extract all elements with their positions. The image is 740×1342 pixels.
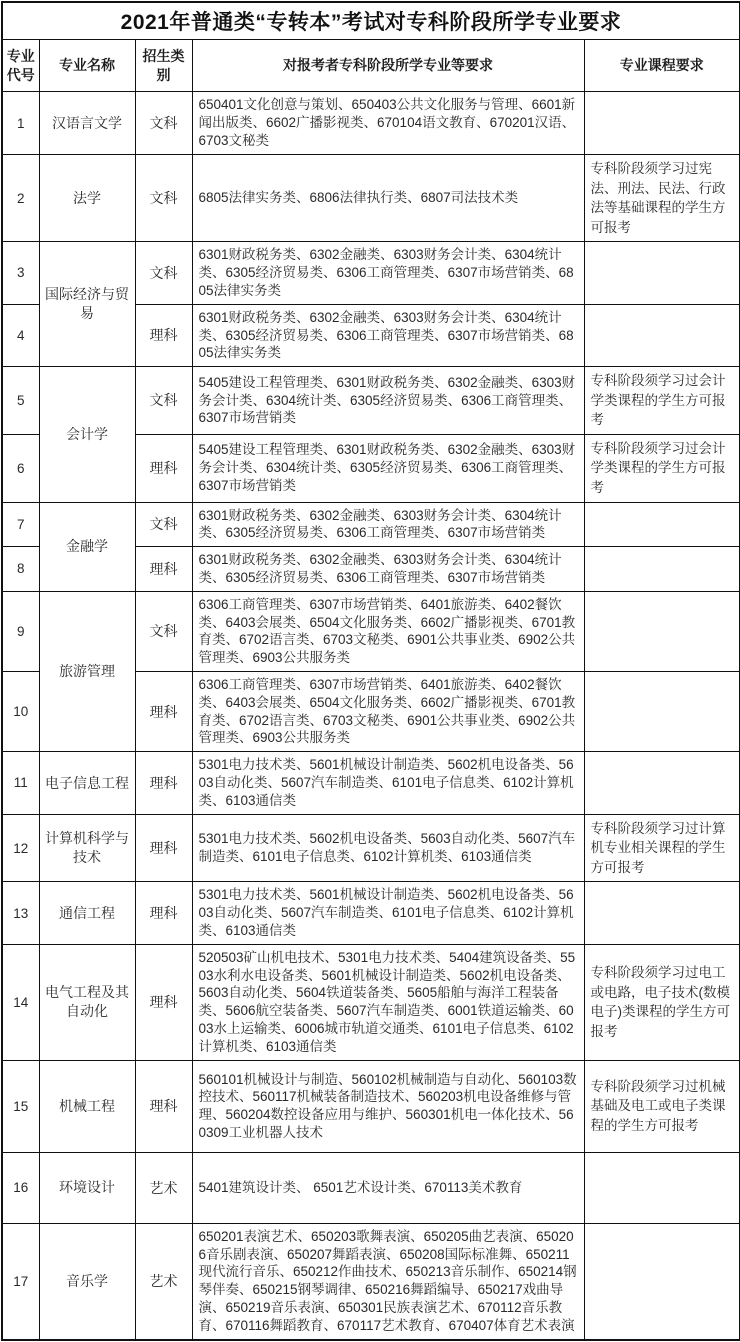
cell-course-requirement	[584, 92, 740, 155]
cell-course-requirement: 专科阶段须学习过会计学类课程的学生方可报考	[584, 367, 740, 435]
cell-major-name: 通信工程	[39, 882, 135, 944]
header-enroll-category: 招生类别	[135, 40, 192, 92]
cell-requirement: 5301电力技术类、5601机械设计制造类、5602机电设备类、5603自动化类、5607汽车制造类、6101电子信息类、6102计算机类、6103通信类	[192, 882, 584, 944]
cell-enroll-category: 文科	[135, 367, 192, 435]
cell-major-name: 环境设计	[39, 1152, 135, 1223]
cell-enroll-category: 理科	[135, 882, 192, 944]
cell-course-requirement	[584, 591, 740, 671]
cell-enroll-category: 文科	[135, 155, 192, 242]
cell-course-requirement	[584, 1223, 740, 1339]
cell-requirement: 6301财政税务类、6302金融类、6303财务会计类、6304统计类、6305经济贸易类、6306工商管理类、6307市场营销类、6805法律实务类	[192, 304, 584, 366]
cell-enroll-category: 理科	[135, 1060, 192, 1152]
cell-enroll-category: 文科	[135, 242, 192, 304]
cell-course-requirement	[584, 547, 740, 592]
cell-enroll-category: 理科	[135, 814, 192, 882]
cell-requirement: 5301电力技术类、5602机电设备类、5603自动化类、5607汽车制造类、6101电子信息类、6102计算机类、6103通信类	[192, 814, 584, 882]
cell-requirement: 650201表演艺术、650203歌舞表演、650205曲艺表演、650206音乐剧表演、650207舞蹈表演、650208国际标准舞、650211现代流行音乐、650212作曲技术、650213音乐制作、650214钢琴伴奏、650215钢琴调律、650216舞蹈编导、650217戏曲导演、650219音乐表演、650301民族表演艺术、670112音乐教育、670116舞蹈教育、670117艺术教育、670407体育艺术表演	[192, 1223, 584, 1339]
cell-requirement: 6306工商管理类、6307市场营销类、6401旅游类、6402餐饮类、6403会展类、6504文化服务类、6602广播影视类、6701教育类、6702语言类、6703文秘类、6901公共事业类、6902公共管理类、6903公共服务类	[192, 591, 584, 671]
cell-major-name: 机械工程	[39, 1060, 135, 1152]
table-row	[2, 92, 740, 155]
cell-requirement: 6301财政税务类、6302金融类、6303财务会计类、6304统计类、6305经济贸易类、6306工商管理类、6307市场营销类、6805法律实务类	[192, 242, 584, 304]
cell-requirement: 5401建筑设计类、 6501艺术设计类、670113美术教育	[192, 1152, 584, 1223]
cell-enroll-category: 理科	[135, 304, 192, 366]
cell-course-requirement: 专科阶段须学习过会计学类课程的学生方可报考	[584, 434, 740, 502]
header-major-code: 专业代号	[2, 40, 39, 92]
table-row	[2, 155, 740, 242]
cell-major-name: 电子信息工程	[39, 752, 135, 814]
page-title: 2021年普通类“专转本”考试对专科阶段所学专业要求	[2, 2, 740, 40]
cell-requirement: 520503矿山机电技术、5301电力技术类、5404建筑设备类、5503水利水电设备类、5601机械设计制造类、5602机电设备类、5603自动化类、5604铁道装备类、5605船舶与海洋工程装备类、5606航空装备类、5607汽车制造类、6001铁道运输类、6003水上运输类、6006城市轨道交通类、6101电子信息类、6102计算机类、6103通信类	[192, 944, 584, 1060]
cell-enroll-category: 理科	[135, 434, 192, 502]
cell-major-name: 国际经济与贸易	[39, 242, 135, 367]
header-requirement: 对报考者专科阶段所学专业等要求	[192, 40, 584, 92]
cell-requirement: 560101机械设计与制造、560102机械制造与自动化、560103数控技术、560117机械装备制造技术、560203机电设备维修与管理、560204数控设备应用与维护、560301机电一体化技术、560309工业机器人技术	[192, 1060, 584, 1152]
table-row	[2, 944, 740, 1060]
cell-requirement: 5405建设工程管理类、6301财政税务类、6302金融类、6303财务会计类、6304统计类、6305经济贸易类、6306工商管理类、6307市场营销类	[192, 367, 584, 435]
header-course-requirement: 专业课程要求	[584, 40, 740, 92]
cell-major-code: 17	[2, 1223, 39, 1339]
table-row	[2, 1152, 740, 1223]
requirements-table	[1, 1, 740, 1341]
cell-requirement: 650401文化创意与策划、650403公共文化服务与管理、6601新闻出版类、6602广播影视类、670104语文教育、670201汉语、6703文秘类	[192, 92, 584, 155]
cell-course-requirement: 专科阶段须学习过宪法、刑法、民法、行政法等基础课程的学生方可报考	[584, 155, 740, 242]
cell-enroll-category: 艺术	[135, 1223, 192, 1339]
cell-course-requirement: 专科阶段须学习过机械基础及电工或电子类课程的学生方可报考	[584, 1060, 740, 1152]
cell-requirement: 5301电力技术类、5601机械设计制造类、5602机电设备类、5603自动化类、5607汽车制造类、6101电子信息类、6102计算机类、6103通信类	[192, 752, 584, 814]
cell-enroll-category: 文科	[135, 502, 192, 547]
cell-major-code: 4	[2, 304, 39, 366]
cell-enroll-category: 理科	[135, 547, 192, 592]
cell-course-requirement	[584, 304, 740, 366]
cell-enroll-category: 理科	[135, 944, 192, 1060]
cell-major-code: 14	[2, 944, 39, 1060]
cell-requirement: 6306工商管理类、6307市场营销类、6401旅游类、6402餐饮类、6403会展类、6504文化服务类、6602广播影视类、6701教育类、6702语言类、6703文秘类、6901公共事业类、6902公共管理类、6903公共服务类	[192, 672, 584, 752]
cell-enroll-category: 理科	[135, 672, 192, 752]
cell-major-code: 5	[2, 367, 39, 435]
cell-major-code: 16	[2, 1152, 39, 1223]
cell-major-code: 11	[2, 752, 39, 814]
table-row	[2, 882, 740, 944]
cell-enroll-category: 艺术	[135, 1152, 192, 1223]
cell-course-requirement	[584, 242, 740, 304]
cell-major-code: 12	[2, 814, 39, 882]
cell-major-name: 旅游管理	[39, 591, 135, 752]
table-row	[2, 814, 740, 882]
cell-enroll-category: 理科	[135, 752, 192, 814]
table-row	[2, 752, 740, 814]
table-row	[2, 591, 740, 671]
cell-major-code: 7	[2, 502, 39, 547]
cell-enroll-category: 文科	[135, 92, 192, 155]
cell-course-requirement	[584, 672, 740, 752]
header-major-name: 专业名称	[39, 40, 135, 92]
cell-course-requirement: 专科阶段须学习过电工或电路，电子技术(数模电子)类课程的学生方可报考	[584, 944, 740, 1060]
cell-enroll-category: 文科	[135, 591, 192, 671]
cell-major-code: 9	[2, 591, 39, 671]
cell-major-name: 音乐学	[39, 1223, 135, 1339]
table-row	[2, 367, 740, 435]
cell-major-name: 金融学	[39, 502, 135, 591]
cell-major-code: 1	[2, 92, 39, 155]
table-header-row	[2, 40, 740, 92]
cell-course-requirement	[584, 752, 740, 814]
table-row	[2, 1060, 740, 1152]
cell-course-requirement	[584, 1152, 740, 1223]
cell-major-code: 2	[2, 155, 39, 242]
cell-major-name: 法学	[39, 155, 135, 242]
cell-course-requirement: 专科阶段须学习过计算机专业相关课程的学生方可报考	[584, 814, 740, 882]
cell-major-code: 6	[2, 434, 39, 502]
cell-major-code: 15	[2, 1060, 39, 1152]
cell-major-name: 计算机科学与技术	[39, 814, 135, 882]
table-row	[2, 242, 740, 304]
cell-major-code: 8	[2, 547, 39, 592]
cell-major-name: 汉语言文学	[39, 92, 135, 155]
cell-requirement: 6805法律实务类、6806法律执行类、6807司法技术类	[192, 155, 584, 242]
table-row	[2, 502, 740, 547]
cell-requirement: 6301财政税务类、6302金融类、6303财务会计类、6304统计类、6305经济贸易类、6306工商管理类、6307市场营销类	[192, 502, 584, 547]
table-row	[2, 1223, 740, 1339]
cell-major-name: 电气工程及其自动化	[39, 944, 135, 1060]
cell-course-requirement	[584, 882, 740, 944]
cell-requirement: 5405建设工程管理类、6301财政税务类、6302金融类、6303财务会计类、6304统计类、6305经济贸易类、6306工商管理类、6307市场营销类	[192, 434, 584, 502]
cell-major-name: 会计学	[39, 367, 135, 502]
cell-major-code: 10	[2, 672, 39, 752]
title-row	[2, 2, 740, 40]
cell-requirement: 6301财政税务类、6302金融类、6303财务会计类、6304统计类、6305经济贸易类、6306工商管理类、6307市场营销类	[192, 547, 584, 592]
cell-course-requirement	[584, 502, 740, 547]
cell-major-code: 13	[2, 882, 39, 944]
cell-major-code: 3	[2, 242, 39, 304]
